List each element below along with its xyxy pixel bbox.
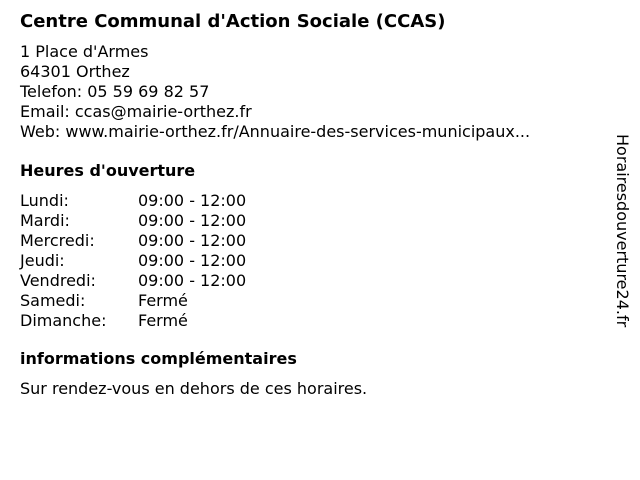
hours-row-friday [20, 271, 246, 291]
day-label: Vendredi: [20, 271, 96, 290]
business-card [20, 10, 600, 399]
day-label: Samedi: [20, 291, 86, 310]
day-label: Dimanche: [20, 311, 107, 330]
hours-row-tuesday [20, 211, 246, 231]
time-value: 09:00 - 12:00 [138, 211, 247, 230]
contact-block [20, 42, 600, 142]
day-label: Jeudi: [20, 251, 65, 270]
street-address: 1 Place d'Armes [20, 42, 149, 61]
time-value: 09:00 - 12:00 [138, 191, 247, 210]
site-watermark: Horairesdouverture24.fr [613, 134, 632, 328]
city-address: 64301 Orthez [20, 62, 130, 81]
time-value: Fermé [138, 311, 188, 330]
hours-row-sunday [20, 311, 246, 331]
opening-hours-table [20, 191, 246, 331]
time-value: 09:00 - 12:00 [138, 231, 247, 250]
additional-info-heading: informations complémentaires [20, 349, 297, 368]
day-label: Mercredi: [20, 231, 95, 250]
opening-hours-heading: Heures d'ouverture [20, 161, 196, 180]
hours-row-thursday [20, 251, 246, 271]
day-label: Lundi: [20, 191, 69, 210]
website-link[interactable]: Web: www.mairie-orthez.fr/Annuaire-des-services-municipaux... [20, 122, 531, 141]
additional-info-text: Sur rendez-vous en dehors de ces horaires. [20, 379, 368, 398]
hours-row-wednesday [20, 231, 246, 251]
email-address[interactable]: Email: ccas@mairie-orthez.fr [20, 102, 252, 121]
day-label: Mardi: [20, 211, 70, 230]
time-value: 09:00 - 12:00 [138, 251, 247, 270]
hours-row-monday [20, 191, 246, 211]
time-value: Fermé [138, 291, 188, 310]
time-value: 09:00 - 12:00 [138, 271, 247, 290]
hours-row-saturday [20, 291, 246, 311]
page-title: Centre Communal d'Action Sociale (CCAS) [20, 11, 446, 32]
phone-number[interactable]: Telefon: 05 59 69 82 57 [20, 82, 210, 101]
